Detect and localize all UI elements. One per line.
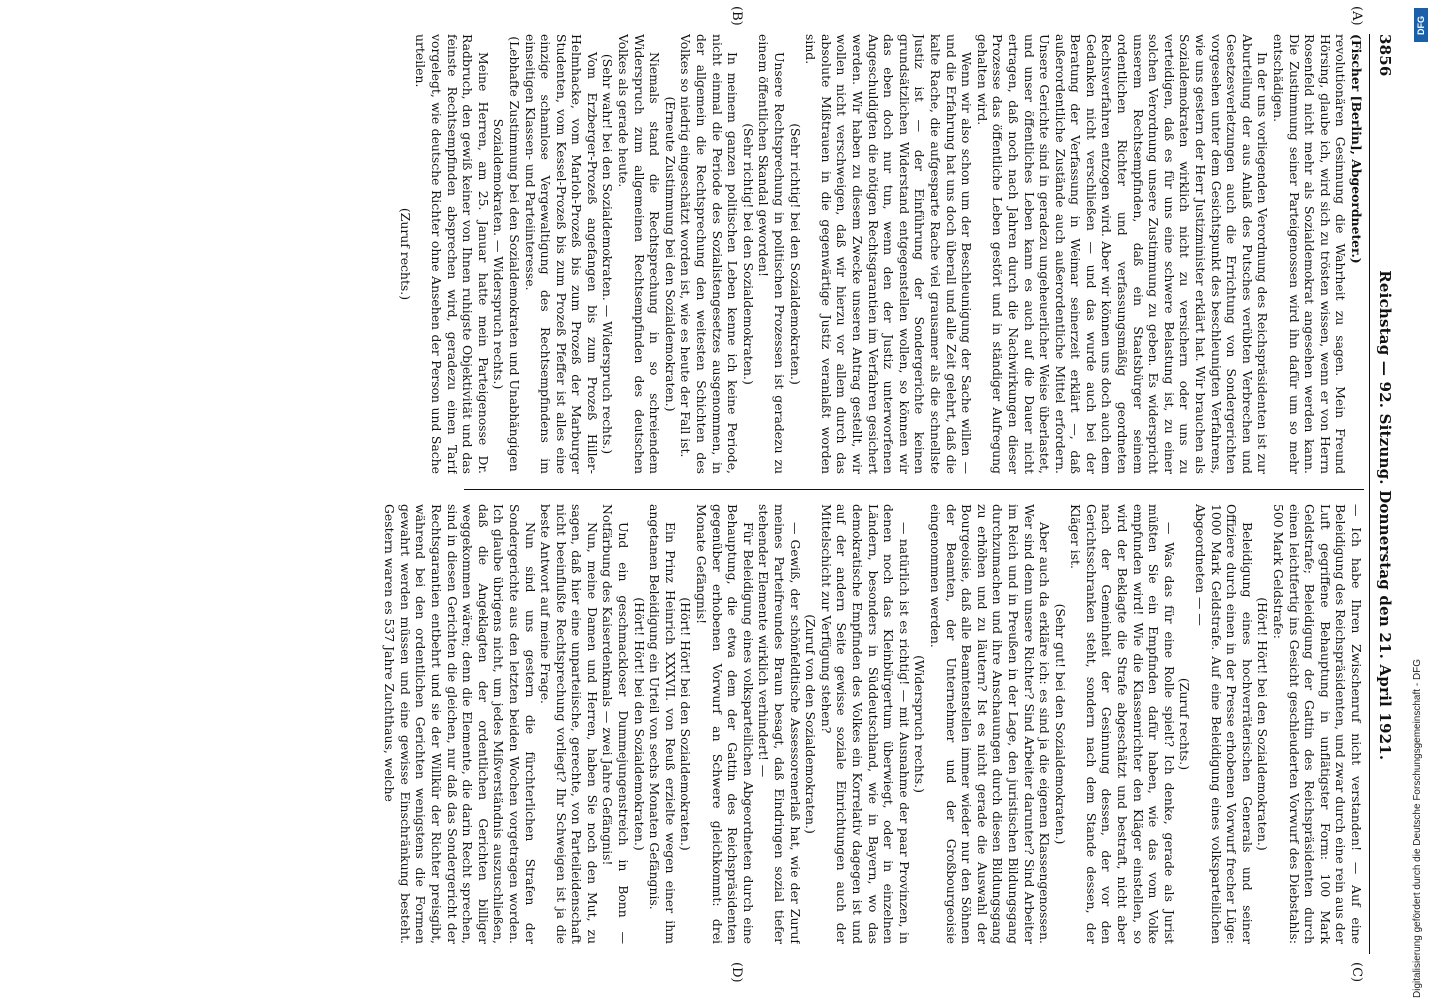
margin-marker-c: (C) bbox=[1349, 962, 1364, 983]
digitization-credit bbox=[1410, 8, 1432, 998]
paragraph: Aber auch da erkläre ich: es sind ja die eigenen Klassengenossen. Wer sind denn unsere Richter? Sind Arbeiter darunter? Sind Arbeiter im Reich und in Preußen in der Lage, den juristischen Bildungsgang durchzumachen und ihre Anschauungen durch diesen Bildungsgang zu erhöhen und zu läutern? Ist es nicht gerade die Auswahl der Bourgeoisie, daß alle Beamtenstellen immer wieder nur den Söhnen der Beamten, der Unternehmer und der Großbourgeoisie eingenommen werden. bbox=[927, 504, 1053, 944]
dfg-logo-text: DFG bbox=[1416, 15, 1426, 35]
paragraph: — Gewiß, der schönfeldtische Assessorenerlaß hat, wie der Zuruf meines Parteifreundes Braun besagt, daß Eindringen sozial tiefer stehender Elemente wirklich verhindert! — bbox=[756, 504, 803, 944]
credit-text: Digitalisierung gefördert durch die Deutsche Forschungsgemeinschaft - DFG bbox=[1412, 658, 1423, 998]
column-divider bbox=[464, 489, 1364, 490]
interjection: (Hört! Hört! bei den Sozialdemokraten.) bbox=[631, 597, 647, 851]
interjection: (Sehr richtig! bei den Sozialdemokraten.) bbox=[787, 123, 803, 385]
paragraph: — natürlich ist es richtig! — mit Ausnahme der paar Provinzen, in denen noch das Kleinbürgertum überwiegt, oder in einzelnen Ländern, besonders in Süddeutschland, wie in Bayern, wo das demokratische Empfinden des Volkes ein Korrelativ dagegen ist und auf der andern Seite gewisse soziale Einrichtungen auch der Mittelschicht zur Verfügung stehen? bbox=[818, 504, 912, 944]
paragraph: Wenn wir also schon um der Beschleunigung der Sache willen — und die Erfahrung hat uns doch überall und alle Zeit gelehrt, daß die kalte Rache, die aufgesparte Rache viel grausamer als die schnellste Justiz ist — der Einführung der Sondergerichte keinen grundsätzlichen Widerstand entgegenstellen wollen, so können wir das eben doch nur tun, wenn den der Justiz unterworfenen Angeschuldigten die nötigen Rechtsgarantien im Verfahren gesichert werden. Wir haben zu diesem Zwecke unseren Antrag gestellt, wir wollen nicht verschweigen, daß wir hierzu vor allem durch das absolute Mißtrauen in die gegenwärtige Justiz veranlaßt worden sind. bbox=[803, 34, 975, 474]
paragraph: Und ein geschmackloser Dummejungenstreich in Bonn — Notfärbung des Kaiserdenkmals — zwei Jahre Gefängnis! bbox=[600, 504, 632, 944]
paragraph: Niemals stand die Rechtsprechung in so schreiendem Widerspruch zum allgemeinen Rechtsempfinden des deutschen Volkes als gerade heute. bbox=[616, 34, 663, 474]
interjection: (Erneute Zustimmung bei den Sozialdemokraten.) bbox=[662, 96, 678, 412]
margin-marker-a: (A) bbox=[1349, 6, 1364, 26]
dfg-logo-icon bbox=[1414, 8, 1428, 42]
paragraph: Beleidigung eines hochverräterischen Generals und seiner Offiziere durch einen in der Presse erhobenen Vorwurf frecher Lüge: 1000 Mark Geldstrafe. Auf eine Beleidigung eines volksparteilichen Abgeordneten — — bbox=[1193, 504, 1255, 944]
running-head bbox=[1369, 34, 1394, 954]
paragraph: In der uns vorliegenden Verordnung des Reichspräsidenten ist zur Aburteilung der aus Anlaß des Putsches verübten Verbrechen und Gesetzesverletzungen auch die Errichtung von Sondergerichten vorgesehen unter dem Gesichtspunkt des beschleunigten Verfahrens, wie uns gestern der Herr Justizminister erklärt hat. Wir brauchen als Sozialdemokraten wirklich nicht zu versichern oder uns zu verteidigen, daß es für uns eine schwere Belastung ist, zu einer solchen Verordnung unsere Zustimmung zu geben. Es widerspricht unserem Rechtsempfinden, daß ein Staatsbürger seinem ordentlichen Richter und verfassungsmäßig geordneten Rechtsverfahren entzogen wird. Aber wir können uns doch auch dem Gedanken nicht verschließen — und das wurde auch bei der Beratung der Verfassung in Weimar seinerzeit erklärt —, daß außerordentliche Zustände auch außerordentliche Mittel erfordern. Unsere Gerichte sind in geradezu ungeheuerlicher Weise überlastet, und unser öffentliches Leben kann es auch auf die Dauer nicht ertragen, daß noch nach Jahren durch die Nachwirkungen dieser Prozesse das öffentliche Leben gestört und in ständiger Aufregung gehalten wird. bbox=[974, 34, 1271, 474]
interjection: (Zuruf rechts.) bbox=[1177, 677, 1193, 771]
interjection: (Widerspruch rechts.) bbox=[912, 655, 928, 793]
rotated-document-page bbox=[54, 6, 1394, 983]
interjection: (Hört! Hört! bei den Sozialdemokraten.) bbox=[1255, 597, 1271, 851]
margin-marker-b: (B) bbox=[729, 6, 744, 26]
interjection: (Sehr wahr! bei den Sozialdemokraten. — Widerspruch rechts.) bbox=[600, 53, 616, 455]
speaker-line: (Fischer [Berlin], Abgeordneter.) bbox=[1349, 34, 1364, 264]
left-column bbox=[64, 34, 1364, 474]
interjection: (Zuruf rechts.) bbox=[397, 207, 413, 301]
interjection: (Zuruf von den Sozialdemokraten.) bbox=[803, 614, 819, 834]
paragraph: Ein Prinz Heinrich XXXVII. von Reuß erzielte wegen einer ihm angetanen Beleidigung ein Urteil von sechs Monaten Gefängnis. bbox=[647, 504, 678, 944]
paragraph: In meinem ganzen politischen Leben kenne ich keine Periode, nicht einmal die Periode des Sozialistengesetzes ausgenommen, in der allgemein die Rechtsprechung den weitesten Schichten des Volkes so niedrig eingeschätzt worden ist, wie es heute der Fall ist. bbox=[678, 34, 741, 474]
paragraph: — Ich habe Ihren Zwischenruf nicht verstanden! — Auf eine Beleidigung des Reichspräsidenten, und zwar durch eine rein aus der Luft gegriffene Behauptung in unflätigster Form: 100 Mark Geldstrafe; Beleidigung der Gattin des Reichspräsidenten durch einen leichtfertig ins Gesicht geschleuderten Vorwurf des Diebstahls: 500 Mark Geldstrafe: bbox=[1271, 504, 1364, 944]
interjection: (Sehr gut! bei den Sozialdemokraten.) bbox=[1052, 603, 1068, 845]
paragraph: Für Beleidigung eines volksparteilichen Abgeordneten durch eine Behauptung, die etwa dem der Gattin des Reichspräsidenten gegenüber erhobenen Vorwurf an Schwere gleichkommt: drei Monate Gefängnis! bbox=[694, 504, 756, 944]
session-title bbox=[1376, 77, 1394, 954]
paragraph: — Was das für eine Rolle spielt? Ich denke, gerade als Jurist müßten Sie ein Empfinden dafür haben, wie das vom Volke empfunden wird! Wie die Klassenrichter den Kläger einstellen, so wird der Beklagte die Strafe abgeschätzt und bestraft, nicht aber nach der Gemeinheit der Gesinnung dessen, der vor den Gerichtsschranken steht, sondern nach dem Stande dessen, der Kläger ist. bbox=[1068, 504, 1177, 944]
session-date: — 92. Sitzung. Donnerstag den 21. April 1921. bbox=[1376, 360, 1394, 761]
paragraph: Nun sind uns gestern die fürchterlichen Strafen der Sondergerichte aus den letzten beiden Wochen vorgetragen worden. Ich glaube übrigens nicht, um jedes Mißverständnis auszuschließen, daß die Angeklagten der ordentlichen Gerichten billiger weggekommen wären; denn die Elemente, die darin Recht sprechen, sind in diesen Gerichten die gleichen, nur daß das Sondergericht der Rechtsgarantien entbehrt und sie der Willkür der Richter preisgibt, während bei den ordentlichen Gerichten wenigstens die Formen gewahrt werden müssen und eine gewisse Einschränkung besteht. Gestern waren es 537 Jahre Zuchthaus, welche bbox=[382, 504, 538, 944]
page-content bbox=[54, 6, 1394, 983]
interjection: (Lebhafte Zustimmung bei den Sozialdemokraten und Unabhängigen Sozialdemokraten. — Widerspruch rechts.) bbox=[491, 36, 522, 472]
parliament-name: Reichstag bbox=[1376, 270, 1394, 356]
paragraph: Vom Erzberger-Prozeß angefangen bis zum Prozeß Hiller-Helmhacke, vom Marloh-Prozeß bis zum Prozeß der Marburger Studenten, vom Kessel-Prozeß bis zum Prozeß Pfeffer ist alles eine einzige schamlose Vergewaltigung des Rechtsempfindens im einseitigen Klassen- und Parteiinteresse. bbox=[522, 34, 600, 474]
right-column bbox=[64, 504, 1364, 944]
interjection: (Sehr richtig! bei den Sozialdemokraten.) bbox=[740, 123, 756, 385]
page-number: 3856 bbox=[1376, 34, 1394, 77]
paragraph: Unsere Rechtsprechung in politischen Prozessen ist geradezu zu einem öffentlichen Skandal geworden! bbox=[756, 34, 788, 474]
paragraph: revolutionären Gesinnung die Wahrheit zu sagen. Mein Freund Hörsing, glaube ich, wird sich zu trösten wissen, wenn er von Herrn Rosenfeld nicht mehr als Sozialdemokrat angesehen werden kann. Die Zustimmung seiner Parteigenossen wird ihn dafür um so mehr entschädigen. bbox=[1271, 34, 1349, 474]
paragraph: Meine Herren, am 25. Januar hatte mein Parteigenosse Dr. Radbruch, den gewiß keiner von Ihnen ruhigste Objektivität und das feinste Rechtsempfinden absprechen wird, geradezu einen Tarif vorgelegt, wie deutsche Richter ohne Ansehen der Person und Sache urteilen. bbox=[413, 34, 491, 474]
margin-marker-d: (D) bbox=[729, 962, 744, 983]
paragraph: Nun, meine Damen und Herren, haben Sie noch den Mut, zu sagen, daß hier eine unparteiische, gerechte, von Parteileidenschaft nicht beeinflußte Rechtsprechung vorliegt? Ihr Schweigen ist ja die beste Antwort auf meine Frage. bbox=[538, 504, 600, 944]
interjection: (Hört! Hört! bei den Sozialdemokraten.) bbox=[678, 597, 694, 851]
